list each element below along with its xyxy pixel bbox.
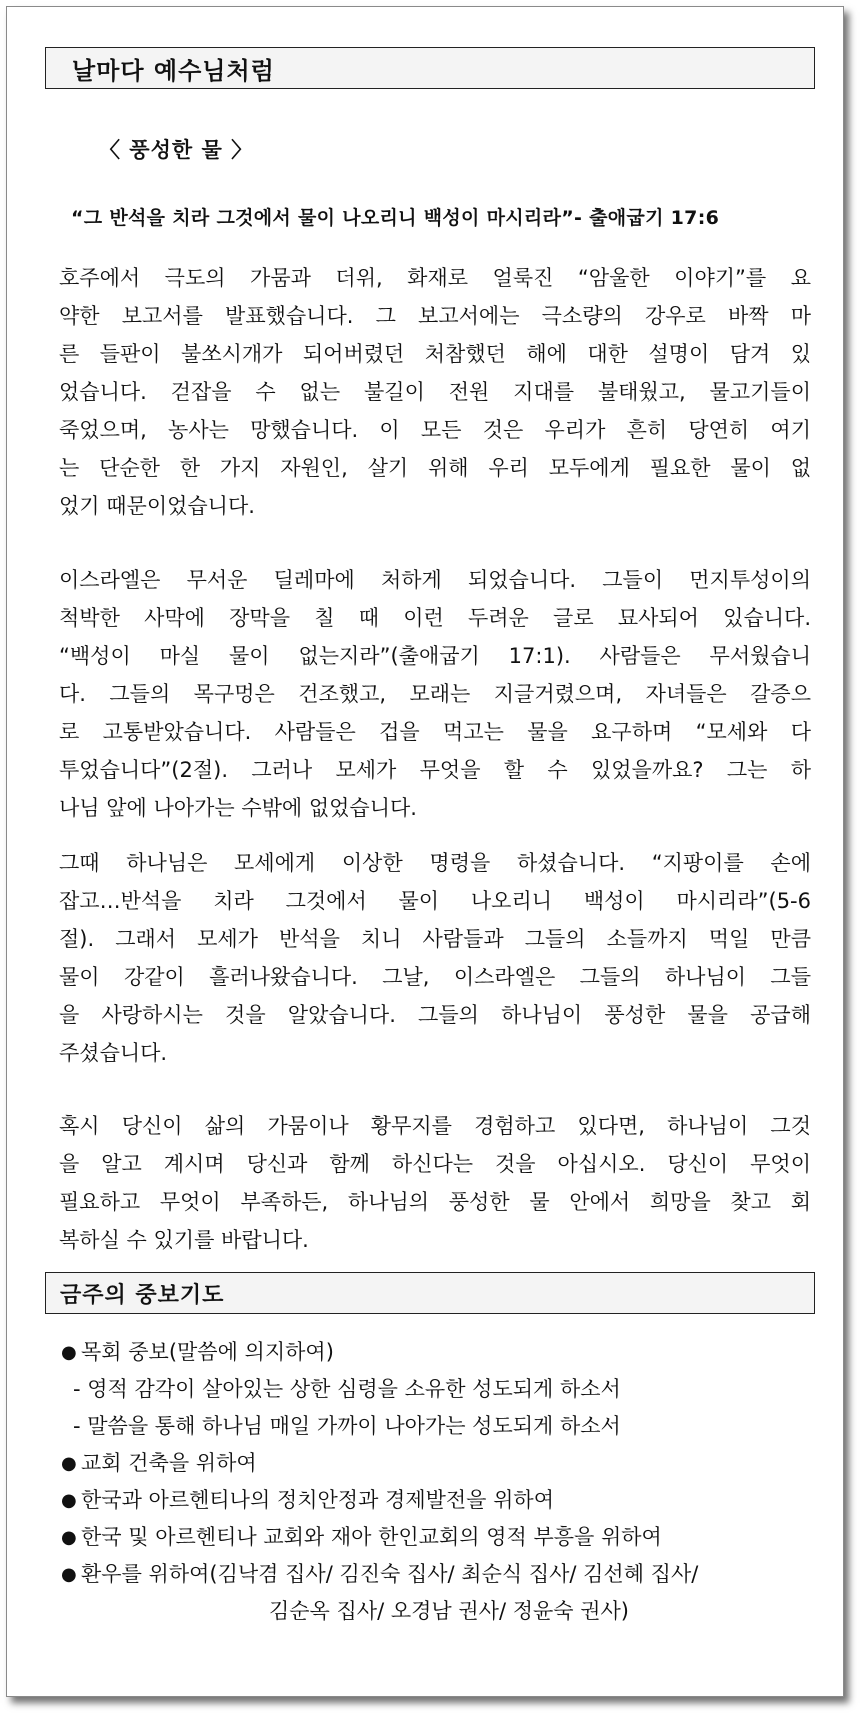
bulletin-page (6, 6, 844, 1697)
paragraph-4 (59, 1107, 811, 1259)
paragraph-2 (59, 561, 811, 827)
prayer-item (59, 1445, 819, 1482)
prayer-heading-box (45, 1272, 815, 1314)
devotion-subtitle: 〈 풍성한 물 〉 (99, 138, 254, 162)
bullet-icon: ● (61, 1342, 77, 1363)
paragraph-line: 척박한 사막에 장막을 칠 때 이런 두려운 글로 묘사되어 있습니다. (59, 606, 811, 630)
prayer-item-text: 김순옥 집사/ 오경남 권사/ 정윤숙 권사) (268, 1599, 629, 1623)
devotion-title: 날마다 예수님처럼 (72, 56, 275, 85)
paragraph-line: 주셨습니다. (59, 1041, 168, 1065)
prayer-list (59, 1334, 819, 1630)
prayer-item-text: 한국과 아르헨티나의 정치안정과 경제발전을 위하여 (81, 1488, 554, 1512)
paragraph-line: 복하실 수 있기를 바랍니다. (59, 1228, 309, 1252)
paragraph-1 (59, 259, 811, 525)
devotion-title-box (45, 47, 815, 89)
paragraph-line: 을 사랑하시는 것을 알았습니다. 그들의 하나님이 풍성한 물을 공급해 (59, 1003, 811, 1027)
paragraph-line: 잡고…반석을 치라 그것에서 물이 나오리니 백성이 마시리라”(5-6 (59, 889, 811, 913)
paragraph-line: 른 들판이 불쏘시개가 되어버렸던 처참했던 해에 대한 설명이 담겨 있 (59, 342, 811, 366)
prayer-item (59, 1519, 819, 1556)
prayer-subitem (59, 1408, 819, 1445)
bullet-icon: ● (61, 1527, 77, 1548)
paragraph-line: 나님 앞에 나아가는 수밖에 없었습니다. (59, 796, 417, 820)
bullet-icon: ● (61, 1453, 77, 1474)
paragraph-line: 었기 때문이었습니다. (59, 494, 255, 518)
paragraph-line: 투었습니다”(2절). 그러나 모세가 무엇을 할 수 있었을까요? 그는 하 (59, 758, 811, 782)
scripture-verse: “그 반석을 치라 그것에서 물이 나오리니 백성이 마시리라”- 출애굽기 17:6 (71, 207, 720, 229)
prayer-item-text: 목회 중보(말씀에 의지하여) (81, 1340, 334, 1364)
paragraph-line: 혹시 당신이 삶의 가뭄이나 황무지를 경험하고 있다면, 하나님이 그것 (59, 1114, 811, 1138)
bullet-icon: ● (61, 1564, 77, 1585)
prayer-item (59, 1334, 819, 1371)
prayer-subitem (59, 1371, 819, 1408)
paragraph-line: 절). 그래서 모세가 반석을 치니 사람들과 그들의 소들까지 먹일 만큼 (59, 927, 811, 951)
prayer-item (59, 1556, 819, 1593)
prayer-heading: 금주의 중보기도 (60, 1282, 225, 1308)
prayer-item-continuation (59, 1593, 819, 1630)
paragraph-line: 약한 보고서를 발표했습니다. 그 보고서에는 극소량의 강우로 바짝 마 (59, 304, 811, 328)
paragraph-line: 었습니다. 걷잡을 수 없는 불길이 전원 지대를 불태웠고, 물고기들이 (59, 380, 811, 404)
paragraph-line: 을 알고 계시며 당신과 함께 하신다는 것을 아십시오. 당신이 무엇이 (59, 1152, 811, 1176)
paragraph-line: “백성이 마실 물이 없는지라”(출애굽기 17:1). 사람들은 무서웠습니 (59, 644, 811, 668)
paragraph-line: 다. 그들의 목구멍은 건조했고, 모래는 지글거렸으며, 자녀들은 갈증으 (59, 682, 811, 706)
paragraph-3 (59, 844, 811, 1072)
paragraph-line: 그때 하나님은 모세에게 이상한 명령을 하셨습니다. “지팡이를 손에 (59, 851, 811, 875)
paragraph-line: 죽었으며, 농사는 망했습니다. 이 모든 것은 우리가 흔히 당연히 여기 (59, 418, 811, 442)
paragraph-line: 필요하고 무엇이 부족하든, 하나님의 풍성한 물 안에서 희망을 찾고 회 (59, 1190, 811, 1214)
paragraph-line: 이스라엘은 무서운 딜레마에 처하게 되었습니다. 그들이 먼지투성이의 (59, 568, 811, 592)
paragraph-line: 물이 강같이 흘러나왔습니다. 그날, 이스라엘은 그들의 하나님이 그들 (59, 965, 811, 989)
paragraph-line: 는 단순한 한 가지 자원인, 살기 위해 우리 모두에게 필요한 물이 없 (59, 456, 811, 480)
prayer-subitem-text: - 영적 감각이 살아있는 상한 심령을 소유한 성도되게 하소서 (73, 1377, 621, 1401)
bullet-icon: ● (61, 1490, 77, 1511)
prayer-item-text: 환우를 위하여(김낙겸 집사/ 김진숙 집사/ 최순식 집사/ 김선혜 집사/ (81, 1562, 699, 1586)
prayer-item (59, 1482, 819, 1519)
prayer-item-text: 한국 및 아르헨티나 교회와 재아 한인교회의 영적 부흥을 위하여 (81, 1525, 662, 1549)
paragraph-line: 호주에서 극도의 가뭄과 더위, 화재로 얼룩진 “암울한 이야기”를 요 (59, 266, 811, 290)
prayer-subitem-text: - 말씀을 통해 하나님 매일 가까이 나아가는 성도되게 하소서 (73, 1414, 621, 1438)
paragraph-line: 로 고통받았습니다. 사람들은 겁을 먹고는 물을 요구하며 “모세와 다 (59, 720, 811, 744)
prayer-item-text: 교회 건축을 위하여 (81, 1451, 257, 1475)
